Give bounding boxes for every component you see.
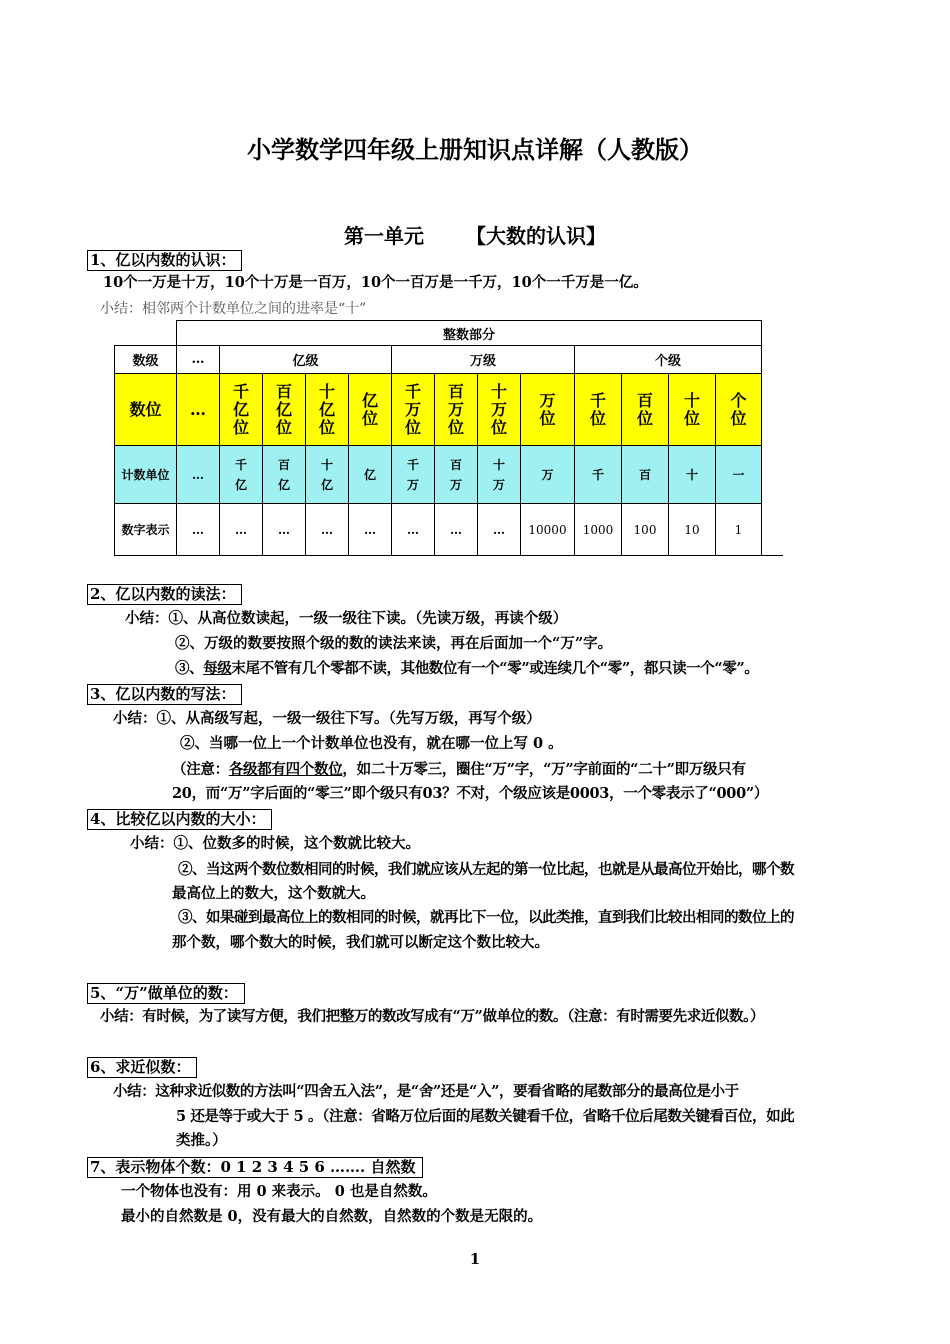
- section-3-line-3: （注意：各级都有四个数位，如二十万零三，圈住“万”字，“万”字前面的“二十”即万级只有: [172, 761, 746, 778]
- section-6-line-1: 小结：这种求近似数的方法叫“四舍五入法”，是“舍”还是“入”，要看省略的尾数部分的最高位是小于: [113, 1083, 739, 1100]
- section-5-heading: 5、“万”做单位的数：: [87, 983, 245, 1004]
- place-cell: 个位: [716, 374, 762, 446]
- section-5-line-1: 小结：有时候，为了读写方便，我们把整万的数改写成有“万”做单位的数。（注意：有时需要先求近似数。）: [100, 1008, 765, 1025]
- integer-part-cell: 整数部分: [177, 321, 762, 346]
- section-4-line-4: ③、如果碰到最高位上的数相同的时候，就再比下一位，以此类推，直到我们比较出相同的数位上的: [178, 909, 794, 926]
- section-4-line-2: ②、当这两个数位数相同的时候，我们就应该从左起的第一位比起，也就是从最高位开始比，哪个数: [178, 861, 794, 878]
- unit-cell: 亿: [349, 446, 392, 504]
- place-cell: 百亿位: [263, 374, 306, 446]
- digits-cell: 1: [716, 504, 762, 556]
- table-row-unit: [115, 446, 783, 504]
- table-header-row: [115, 321, 783, 346]
- unit-cell: 十万: [478, 446, 521, 504]
- place-dots: …: [177, 374, 220, 446]
- place-cell: 千亿位: [220, 374, 263, 446]
- digits-cell: …: [177, 504, 220, 556]
- section-4-heading: 4、比较亿以内数的大小：: [87, 809, 272, 830]
- section-1-line: 10个一万是十万，10个十万是一百万，10个一百万是一千万，10个一千万是一亿。: [103, 274, 648, 291]
- level-ge: 个级: [575, 346, 762, 374]
- place-cell: 十万位: [478, 374, 521, 446]
- section-4-line-3: 最高位上的数大，这个数就大。: [172, 885, 375, 902]
- section-3-heading: 3、亿以内数的写法：: [87, 684, 242, 705]
- unit-cell: 十亿: [306, 446, 349, 504]
- place-cell: 十位: [669, 374, 716, 446]
- unit-cell: 百亿: [263, 446, 306, 504]
- unit-cell: 百: [622, 446, 669, 504]
- unit-heading: [0, 220, 950, 249]
- table-row-digits: [115, 504, 783, 556]
- section-3-line-2: ②、当哪一位上一个计数单位也没有，就在哪一位上写 0 。: [180, 735, 563, 752]
- digits-label-cell: 数字表示: [115, 504, 177, 556]
- table-row-place: [115, 374, 783, 446]
- place-cell: 十亿位: [306, 374, 349, 446]
- section-1-heading: 1、亿以内数的认识：: [87, 250, 242, 271]
- place-cell: 百位: [622, 374, 669, 446]
- unit-cell: 千: [575, 446, 622, 504]
- section-6-line-2: 5 还是等于或大于 5 。（注意：省略万位后面的尾数关键看千位，省略千位后尾数关键看百位，如此: [176, 1108, 795, 1125]
- document-title: 小学数学四年级上册知识点详解（人教版）: [247, 135, 703, 164]
- section-4-line-5: 那个数，哪个数大的时候，我们就可以断定这个数比较大。: [172, 934, 549, 951]
- digits-cell: 10: [669, 504, 716, 556]
- section-4-line-1: 小结：①、位数多的时候，这个数就比较大。: [130, 835, 420, 852]
- unit-dots: …: [177, 446, 220, 504]
- section-2-line-3: ③、每级末尾不管有几个零都不读，其他数位有一个“零”或连续几个“零”，都只读一个“零”。: [175, 660, 759, 677]
- place-cell: 千位: [575, 374, 622, 446]
- table-row-level: [115, 346, 783, 374]
- section-2-line-2: ②、万级的数要按照个级的数的读法来读，再在后面加一个“万”字。: [175, 635, 613, 652]
- digits-cell: 1000: [575, 504, 622, 556]
- unit-label: 第一单元: [344, 224, 424, 248]
- unit-cell: 千亿: [220, 446, 263, 504]
- unit-label-cell: 计数单位: [115, 446, 177, 504]
- unit-cell: 万: [521, 446, 575, 504]
- section-3-line-4: 20，而“万”字后面的“零三”即个级只有03？不对，个级应该是0003，一个零表示了“000”）: [172, 785, 769, 802]
- unit-topic: 【大数的认识】: [466, 224, 606, 248]
- unit-cell: 千万: [392, 446, 435, 504]
- digits-cell: 10000: [521, 504, 575, 556]
- section-1-summary: 小结：相邻两个计数单位之间的进率是“十”: [100, 301, 367, 317]
- place-value-table: [114, 320, 783, 556]
- place-cell: 万位: [521, 374, 575, 446]
- unit-cell: 十: [669, 446, 716, 504]
- digits-cell: …: [392, 504, 435, 556]
- level-dots: …: [177, 346, 220, 374]
- level-label: 数级: [115, 346, 177, 374]
- place-label: 数位: [115, 374, 177, 446]
- section-7-line-2: 最小的自然数是 0，没有最大的自然数，自然数的个数是无限的。: [121, 1208, 543, 1225]
- digits-cell: …: [306, 504, 349, 556]
- digits-cell: …: [220, 504, 263, 556]
- unit-cell: 百万: [435, 446, 478, 504]
- place-cell: 千万位: [392, 374, 435, 446]
- section-6-heading: 6、求近似数：: [87, 1057, 197, 1078]
- place-cell: 百万位: [435, 374, 478, 446]
- section-3-line-1: 小结：①、从高级写起，一级一级往下写。（先写万级，再写个级）: [113, 710, 541, 727]
- digits-cell: …: [263, 504, 306, 556]
- digits-cell: …: [478, 504, 521, 556]
- level-yi: 亿级: [220, 346, 392, 374]
- unit-cell: 一: [716, 446, 762, 504]
- level-wan: 万级: [392, 346, 575, 374]
- digits-cell: …: [435, 504, 478, 556]
- digits-cell: 100: [622, 504, 669, 556]
- page-number: 1: [469, 1250, 481, 1268]
- section-2-heading: 2、亿以内数的读法：: [87, 584, 242, 605]
- section-6-line-3: 类推。）: [176, 1132, 227, 1149]
- section-7-line-1: 一个物体也没有：用 0 来表示。 0 也是自然数。: [121, 1183, 437, 1200]
- section-2-line-1: 小结：①、从高位数读起，一级一级往下读。（先读万级，再读个级）: [125, 610, 568, 627]
- section-7-heading: 7、表示物体个数：0 1 2 3 4 5 6 ……. 自然数: [87, 1157, 423, 1178]
- digits-cell: …: [349, 504, 392, 556]
- place-cell: 亿位: [349, 374, 392, 446]
